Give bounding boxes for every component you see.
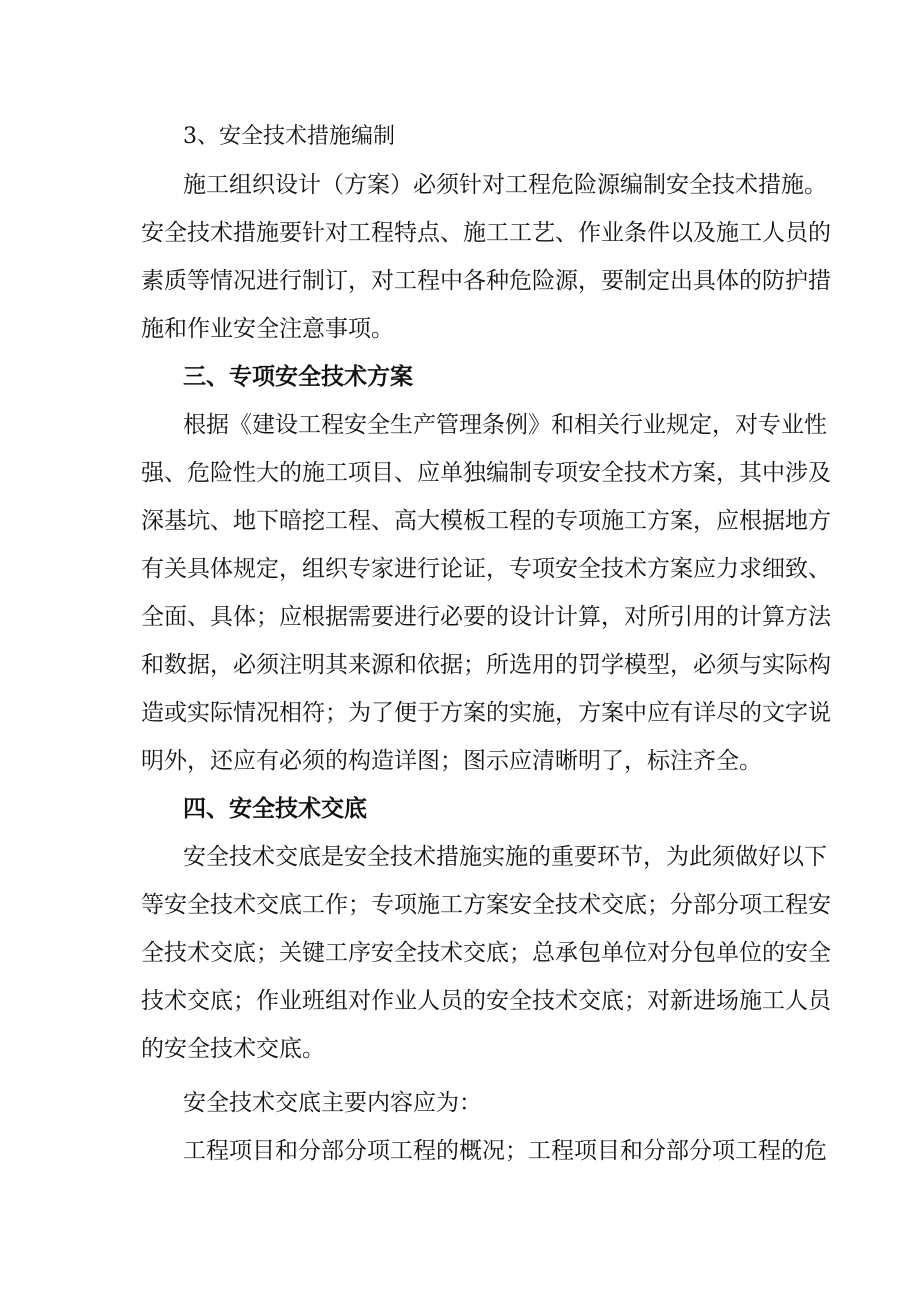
paragraph-line: 和数据，必须注明其来源和依据；所选用的罚学模型，必须与实际构 bbox=[141, 652, 831, 678]
section-heading: 三、专项安全技术方案 bbox=[183, 363, 413, 390]
paragraph-line: 技术交底；作业班组对作业人员的安全技术交底；对新进场施工人员 bbox=[141, 988, 831, 1014]
paragraph-line: 造或实际情况相符；为了便于方案的实施，方案中应有详尽的文字说 bbox=[141, 700, 831, 726]
paragraph-line: 强、危险性大的施工项目、应单独编制专项安全技术方案，其中涉及 bbox=[141, 460, 831, 486]
paragraph-line: 等安全技术交底工作；专项施工方案安全技术交底；分部分项工程安 bbox=[141, 892, 831, 918]
paragraph-line: 安全技术措施要针对工程特点、施工工艺、作业条件以及施工人员的 bbox=[141, 220, 831, 246]
paragraph-line: 全面、具体；应根据需要进行必要的设计计算，对所引用的计算方法 bbox=[141, 604, 831, 630]
section-heading: 四、安全技术交底 bbox=[183, 795, 367, 822]
paragraph-line: 施和作业安全注意事项。 bbox=[141, 316, 394, 342]
paragraph-line: 深基坑、地下暗挖工程、高大模板工程的专项施工方案，应根据地方 bbox=[141, 508, 831, 534]
paragraph-line: 素质等情况进行制订，对工程中各种危险源，要制定出具体的防护措 bbox=[141, 268, 831, 294]
paragraph-line: 安全技术交底是安全技术措施实施的重要环节，为此须做好以下 bbox=[183, 844, 827, 870]
paragraph-line: 根据《建设工程安全生产管理条例》和相关行业规定，对专业性 bbox=[183, 412, 827, 438]
paragraph-line: 施工组织设计（方案）必须针对工程危险源编制安全技术措施。 bbox=[183, 172, 827, 198]
subsection-heading: 3、安全技术措施编制 bbox=[183, 124, 395, 149]
paragraph-line: 的安全技术交底。 bbox=[141, 1036, 325, 1062]
paragraph-line: 安全技术交底主要内容应为： bbox=[183, 1090, 482, 1116]
paragraph-line: 工程项目和分部分项工程的概况；工程项目和分部分项工程的危 bbox=[183, 1138, 827, 1164]
paragraph-line: 明外，还应有必须的构造详图；图示应清晰明了，标注齐全。 bbox=[141, 748, 762, 774]
paragraph-line: 有关具体规定，组织专家进行论证，专项安全技术方案应力求细致、 bbox=[141, 556, 831, 582]
paragraph-line: 全技术交底；关键工序安全技术交底；总承包单位对分包单位的安全 bbox=[141, 940, 831, 966]
